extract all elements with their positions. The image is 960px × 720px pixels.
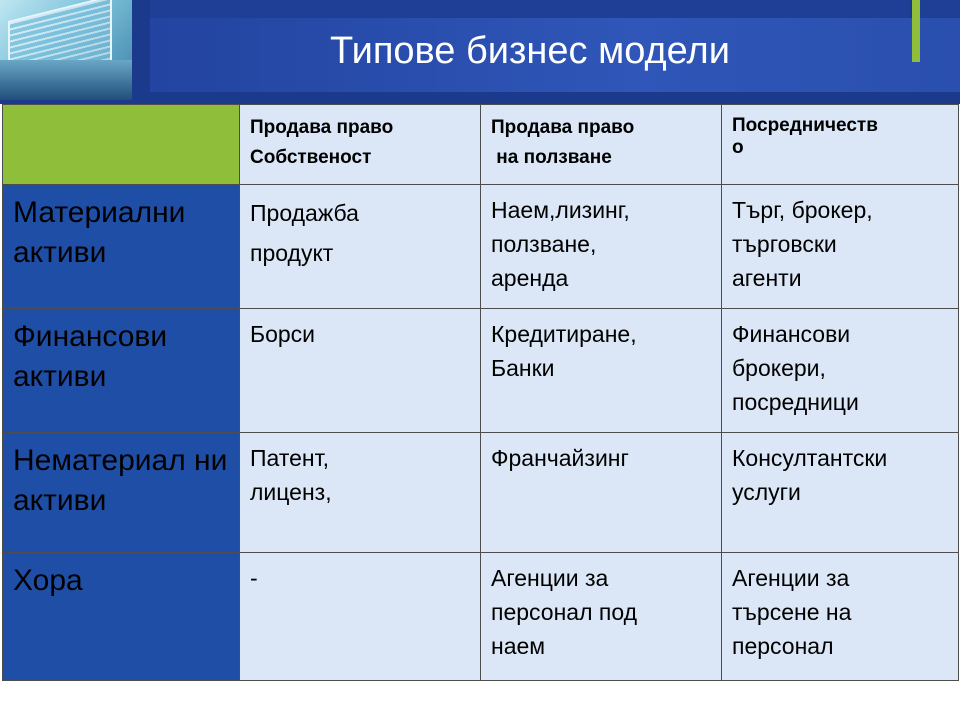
row-header-intangible-assets: Нематериал ни активи [3,433,240,553]
table-cell [240,433,481,553]
column-header-line: Продава право [491,117,635,138]
table-row [3,185,959,309]
photo-foreground [0,60,132,100]
column-header-usage-right [481,105,722,185]
cell-line: Патент, [250,445,329,471]
cell-line: търговски [732,231,837,257]
cell-line: услуги [732,479,801,505]
table-cell [481,433,722,553]
table-cell [722,433,959,553]
table-corner-cell [3,105,240,185]
computer-screen-photo [0,0,132,100]
table-row [3,553,959,681]
column-header-intermediation [722,105,959,185]
photo-divider [132,0,150,104]
row-header-tangible-assets: Материални активи [3,185,240,309]
header-strip [150,0,910,18]
column-header-line: о [732,137,744,158]
cell-line: търсене на [732,599,852,625]
cell-line: Кредитиране, [491,321,637,347]
cell-line: Наем,лизинг, [491,197,630,223]
column-header-line: Продава право [250,117,394,138]
table-cell [481,553,722,681]
accent-bar-corner [920,0,960,18]
row-header-people: Хора [3,553,240,681]
cell-line: ползване, [491,231,597,257]
table-cell [240,309,481,433]
slide-title: Типове бизнес модели [330,30,730,72]
cell-line: Търг, брокер, [732,197,873,223]
column-header-line: Посредничеств [732,115,878,136]
cell-line: Продажба [250,200,359,226]
cell-line: Агенции за [732,565,850,591]
table-cell [722,309,959,433]
cell-line: Борси [250,321,316,347]
table-cell [481,309,722,433]
cell-line: персонал [732,633,834,659]
cell-line: - [250,565,258,591]
column-header-line: на ползване [491,147,612,168]
cell-line: брокери, [732,355,826,381]
table-row [3,309,959,433]
cell-line: Финансови [732,321,851,347]
cell-line: Франчайзинг [491,445,629,471]
cell-line: Банки [491,355,555,381]
table-cell [722,185,959,309]
cell-line: продукт [250,240,334,266]
table-row [3,433,959,553]
table-cell [240,185,481,309]
cell-line: Консултантски [732,445,888,471]
row-header-financial-assets: Финансови активи [3,309,240,433]
column-header-ownership [240,105,481,185]
table-cell [240,553,481,681]
cell-line: посредници [732,389,859,415]
cell-line: агенти [732,265,802,291]
column-header-line: Собственост [250,147,372,168]
table-cell [722,553,959,681]
cell-line: лиценз, [250,479,332,505]
accent-bar [912,0,920,62]
cell-line: наем [491,633,546,659]
table-header-row [3,105,959,185]
cell-line: Агенции за [491,565,609,591]
cell-line: аренда [491,265,569,291]
table-cell [481,185,722,309]
business-models-table [2,104,959,681]
cell-line: персонал под [491,599,638,625]
